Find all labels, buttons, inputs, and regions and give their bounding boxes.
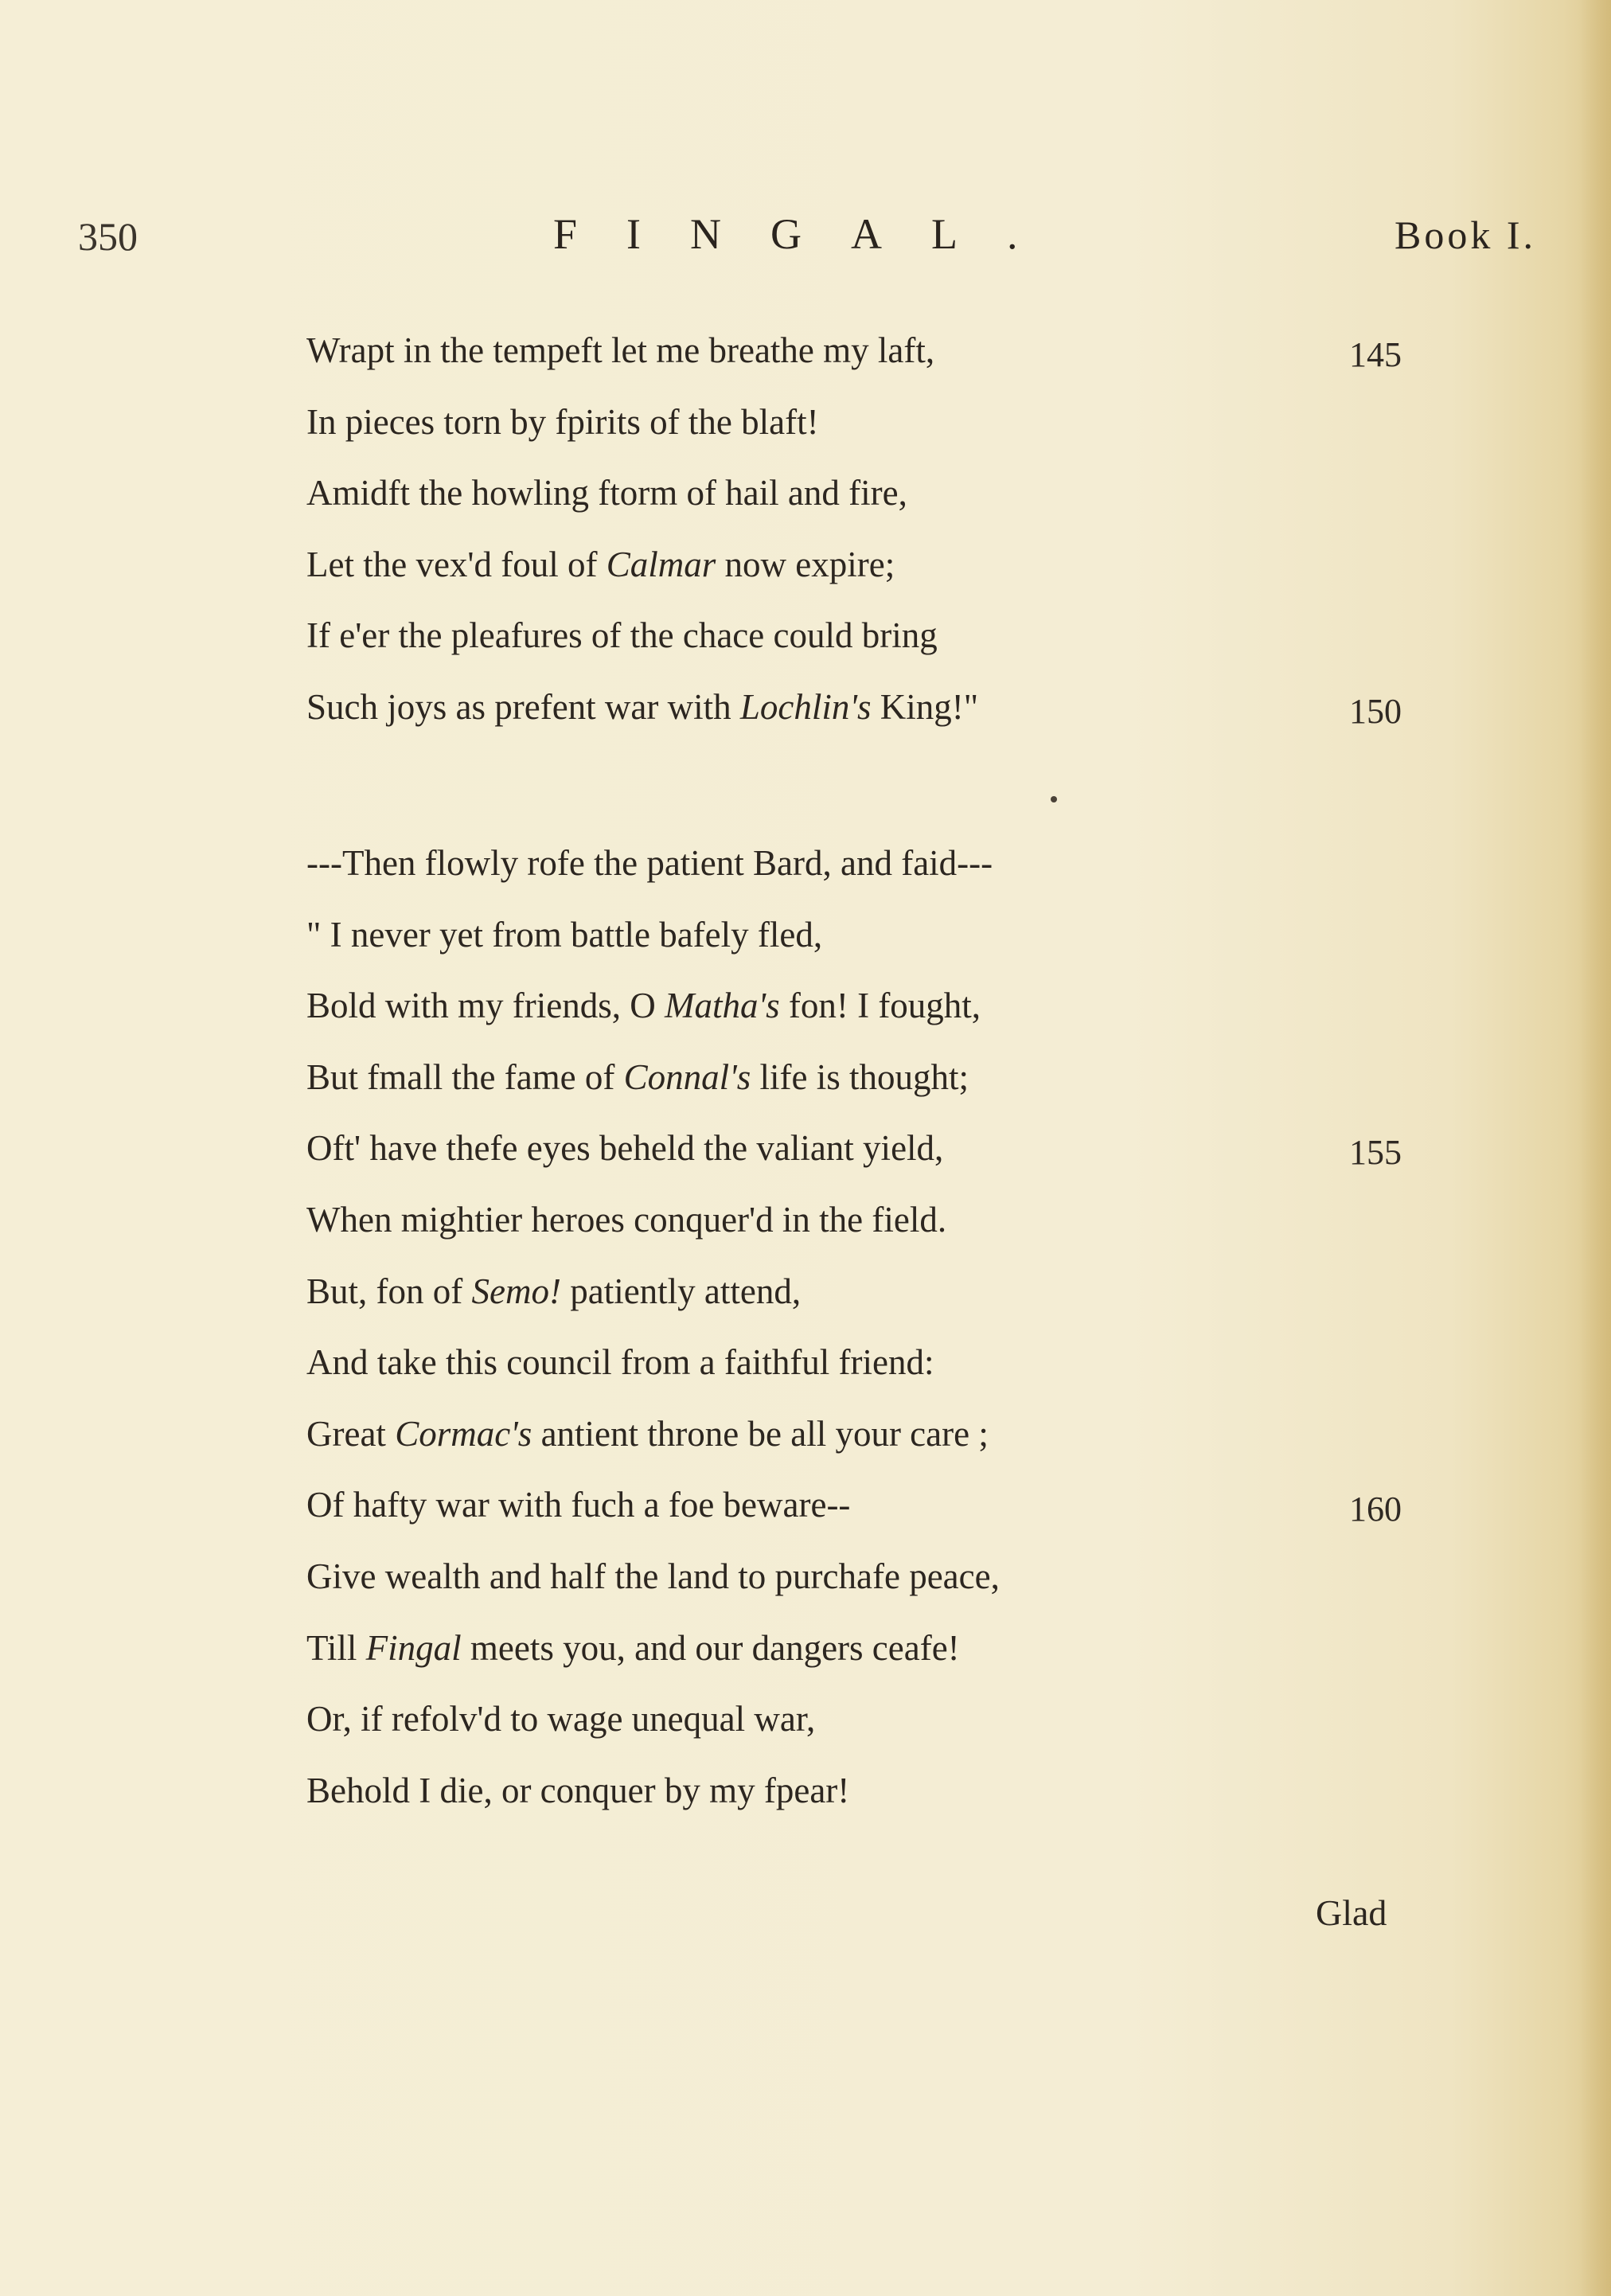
poem-line (306, 914, 823, 955)
poem-line (306, 1202, 946, 1238)
poem-line (306, 1487, 850, 1523)
poem-line (306, 1699, 816, 1740)
poem-line (306, 475, 907, 511)
line-text: Of hafty war with fuch a foe beware-- (306, 1485, 851, 1525)
line-text: Great (306, 1413, 396, 1454)
poem-line (306, 1342, 934, 1383)
line-text: Amidft the howling ftorm of hail and fire, (306, 473, 907, 513)
line-text: Let the vex'd foul of (306, 544, 607, 584)
page-number: 350 (78, 214, 138, 259)
line-text: meets you, and our dangers ceafe! (461, 1627, 960, 1668)
line-text: Such joys as prefent war with (306, 687, 740, 727)
line-text: Or, if refolv'd to wage unequal war, (306, 1699, 816, 1740)
line-text: Wrapt in the tempeft let me breathe my laft, (306, 330, 935, 370)
poem-line (306, 988, 981, 1024)
line-text: Bold with my friends, O (306, 986, 665, 1026)
line-number: 150 (1349, 692, 1402, 731)
line-text: " I never yet from battle bafely fled, (306, 914, 823, 955)
italic-name: Semo! (471, 1271, 561, 1311)
poem-line (306, 544, 895, 584)
italic-name: Fingal (365, 1627, 462, 1668)
line-text: But fmall the fame of (306, 1056, 624, 1097)
line-text: But, fon of (306, 1271, 472, 1311)
poem-line (306, 1056, 969, 1097)
poem-line (306, 330, 935, 370)
italic-name: Calmar (606, 544, 716, 584)
italic-name: Lochlin's (739, 687, 872, 727)
line-text: King!" (871, 687, 979, 727)
catchword: Glad (1316, 1892, 1387, 1933)
italic-name: Connal's (623, 1056, 751, 1097)
line-number: 160 (1349, 1490, 1402, 1529)
poem-line (306, 689, 978, 725)
poem-line (306, 1770, 850, 1810)
line-text: Give wealth and half the land to purchafe peace, (306, 1556, 1000, 1596)
line-text: antient throne be all your care ; (532, 1413, 989, 1454)
poem-line (306, 1627, 960, 1668)
poem-line (306, 1128, 944, 1169)
line-number: 155 (1349, 1133, 1402, 1173)
running-title: FINGAL. (553, 210, 1067, 258)
line-text: patiently attend, (560, 1271, 802, 1311)
line-text: And take this council from a faithful friend: (306, 1342, 934, 1383)
poem-line (306, 1413, 989, 1454)
italic-name: Cormac's (395, 1413, 532, 1454)
line-text: Oft' have thefe eyes beheld the valiant yield, (306, 1128, 944, 1169)
poem-line (306, 615, 938, 656)
poem-line (306, 1271, 802, 1311)
stanza-divider (1051, 796, 1057, 802)
line-text: Till (306, 1627, 366, 1668)
line-text: Behold I die, or conquer by my fpear! (306, 1770, 850, 1810)
line-text: fon! I fought, (779, 986, 981, 1026)
italic-name: Matha's (664, 986, 780, 1026)
line-text: ---Then flowly rofe the patient Bard, and faid--- (306, 843, 993, 883)
line-text: If e'er the pleafures of the chace could bring (306, 615, 938, 656)
poem-line (306, 1556, 1000, 1596)
line-text: In pieces torn by fpirits of the blaft! (306, 401, 819, 442)
line-text: When mightier heroes conquer'd in the field. (306, 1200, 947, 1240)
book-label: Book I. (1395, 213, 1536, 257)
page-edge-shade (1579, 0, 1611, 2296)
poem-line (306, 845, 993, 881)
line-text: now expire; (716, 544, 895, 584)
line-text: life is thought; (751, 1056, 969, 1097)
poem-line (306, 401, 819, 442)
line-number: 145 (1349, 335, 1402, 374)
